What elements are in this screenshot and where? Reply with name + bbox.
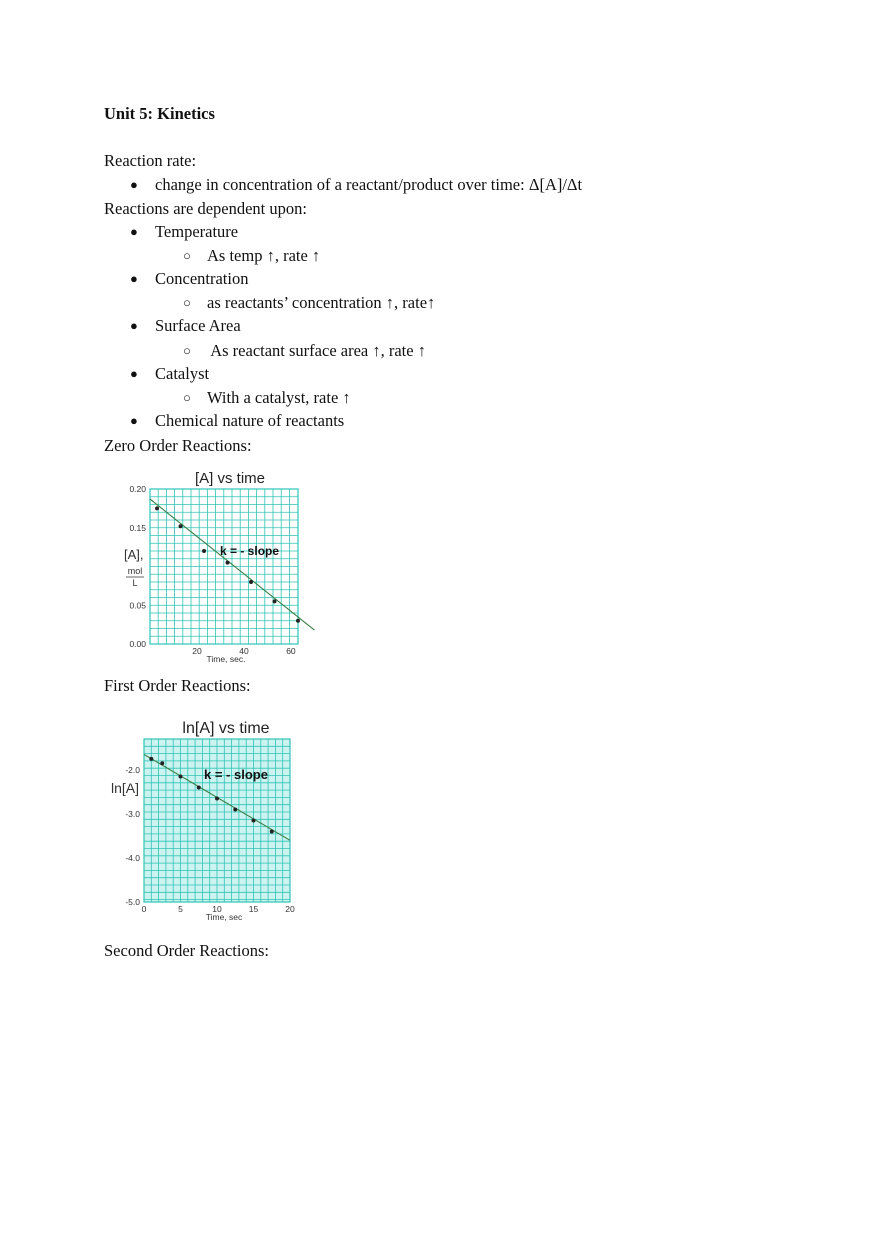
data-point (270, 830, 274, 834)
sub-bullet-icon: ○ (183, 343, 191, 358)
y-tick-label: 0.15 (129, 522, 146, 533)
factor-temperature: Temperature (155, 222, 239, 241)
dependent-heading: Reactions are dependent upon: (104, 199, 307, 218)
x-tick-label: 10 (212, 904, 222, 914)
y-tick-label: -2.0 (125, 764, 140, 775)
data-point (233, 807, 237, 811)
y-tick-label: -3.0 (125, 808, 140, 819)
bullet-icon: ● (130, 271, 138, 286)
chart-title: [A] vs time (194, 470, 266, 487)
bullet-icon: ● (130, 224, 138, 239)
x-tick-label: 40 (239, 646, 249, 656)
bullet-icon: ● (130, 177, 138, 192)
y-tick-label: 0.20 (129, 484, 146, 494)
first-order-heading: First Order Reactions: (104, 676, 251, 695)
data-point (273, 599, 277, 603)
factor-catalyst: Catalyst (155, 364, 210, 383)
x-axis-label: Time, sec (205, 912, 243, 922)
x-tick-label: 20 (285, 904, 295, 914)
data-point (179, 524, 183, 528)
data-point (252, 819, 256, 823)
sub-bullet-icon: ○ (183, 248, 191, 263)
bullet-icon: ● (130, 413, 138, 428)
chart-annotation: k = - slope (220, 544, 280, 558)
data-point (226, 561, 230, 565)
data-point (149, 757, 153, 761)
reaction-rate-heading: Reaction rate: (104, 151, 197, 170)
chart-annotation: k = - slope (204, 767, 268, 782)
factor-temperature-sub: As temp ↑, rate ↑ (207, 246, 321, 265)
y-axis-unit-numerator: mol (127, 566, 143, 576)
sub-bullet-icon: ○ (183, 295, 191, 310)
factor-surface-area-sub: As reactant surface area ↑, rate ↑ (207, 341, 426, 360)
factor-concentration-sub: as reactants’ concentration ↑, rate↑ (207, 293, 436, 312)
factor-concentration: Concentration (155, 269, 249, 288)
chart-grid (150, 489, 298, 644)
y-tick-label: 0.00 (129, 639, 146, 649)
sub-bullet-icon: ○ (183, 390, 191, 405)
bullet-icon: ● (130, 366, 138, 381)
second-order-heading: Second Order Reactions: (104, 941, 269, 960)
document-title: Unit 5: Kinetics (104, 104, 215, 123)
chart-grid (144, 739, 290, 902)
factor-surface-area: Surface Area (155, 316, 241, 335)
y-axis-label: [A], (124, 547, 144, 562)
first-order-chart (108, 712, 318, 930)
x-tick-label: 60 (286, 646, 296, 656)
data-point (155, 506, 159, 510)
y-tick-label: -4.0 (125, 852, 140, 863)
y-tick-label: -5.0 (125, 897, 140, 907)
bullet-icon: ● (130, 318, 138, 333)
data-point (249, 580, 253, 584)
y-axis-label: ln[A] (111, 780, 140, 796)
x-tick-label: 5 (178, 904, 183, 914)
zero-order-heading: Zero Order Reactions: (104, 436, 252, 455)
x-tick-label: 0 (141, 904, 147, 914)
y-tick-label: 0.05 (129, 600, 146, 611)
x-axis-label: Time, sec. (206, 654, 246, 664)
data-point (197, 785, 201, 789)
factor-catalyst-sub: With a catalyst, rate ↑ (207, 388, 351, 407)
factor-chemical-nature: Chemical nature of reactants (155, 411, 345, 430)
data-point (296, 619, 300, 623)
data-point (215, 796, 219, 800)
x-tick-label: 15 (248, 904, 259, 914)
y-axis-unit-denominator: L (132, 578, 138, 588)
chart-title: ln[A] vs time (182, 720, 270, 737)
zero-order-chart (110, 462, 315, 667)
data-point (179, 774, 183, 778)
data-point (160, 761, 164, 765)
data-point (202, 549, 206, 553)
x-tick-label: 20 (192, 646, 202, 656)
reaction-rate-bullet: change in concentration of a reactant/product over time: Δ[A]/Δt (155, 175, 583, 194)
